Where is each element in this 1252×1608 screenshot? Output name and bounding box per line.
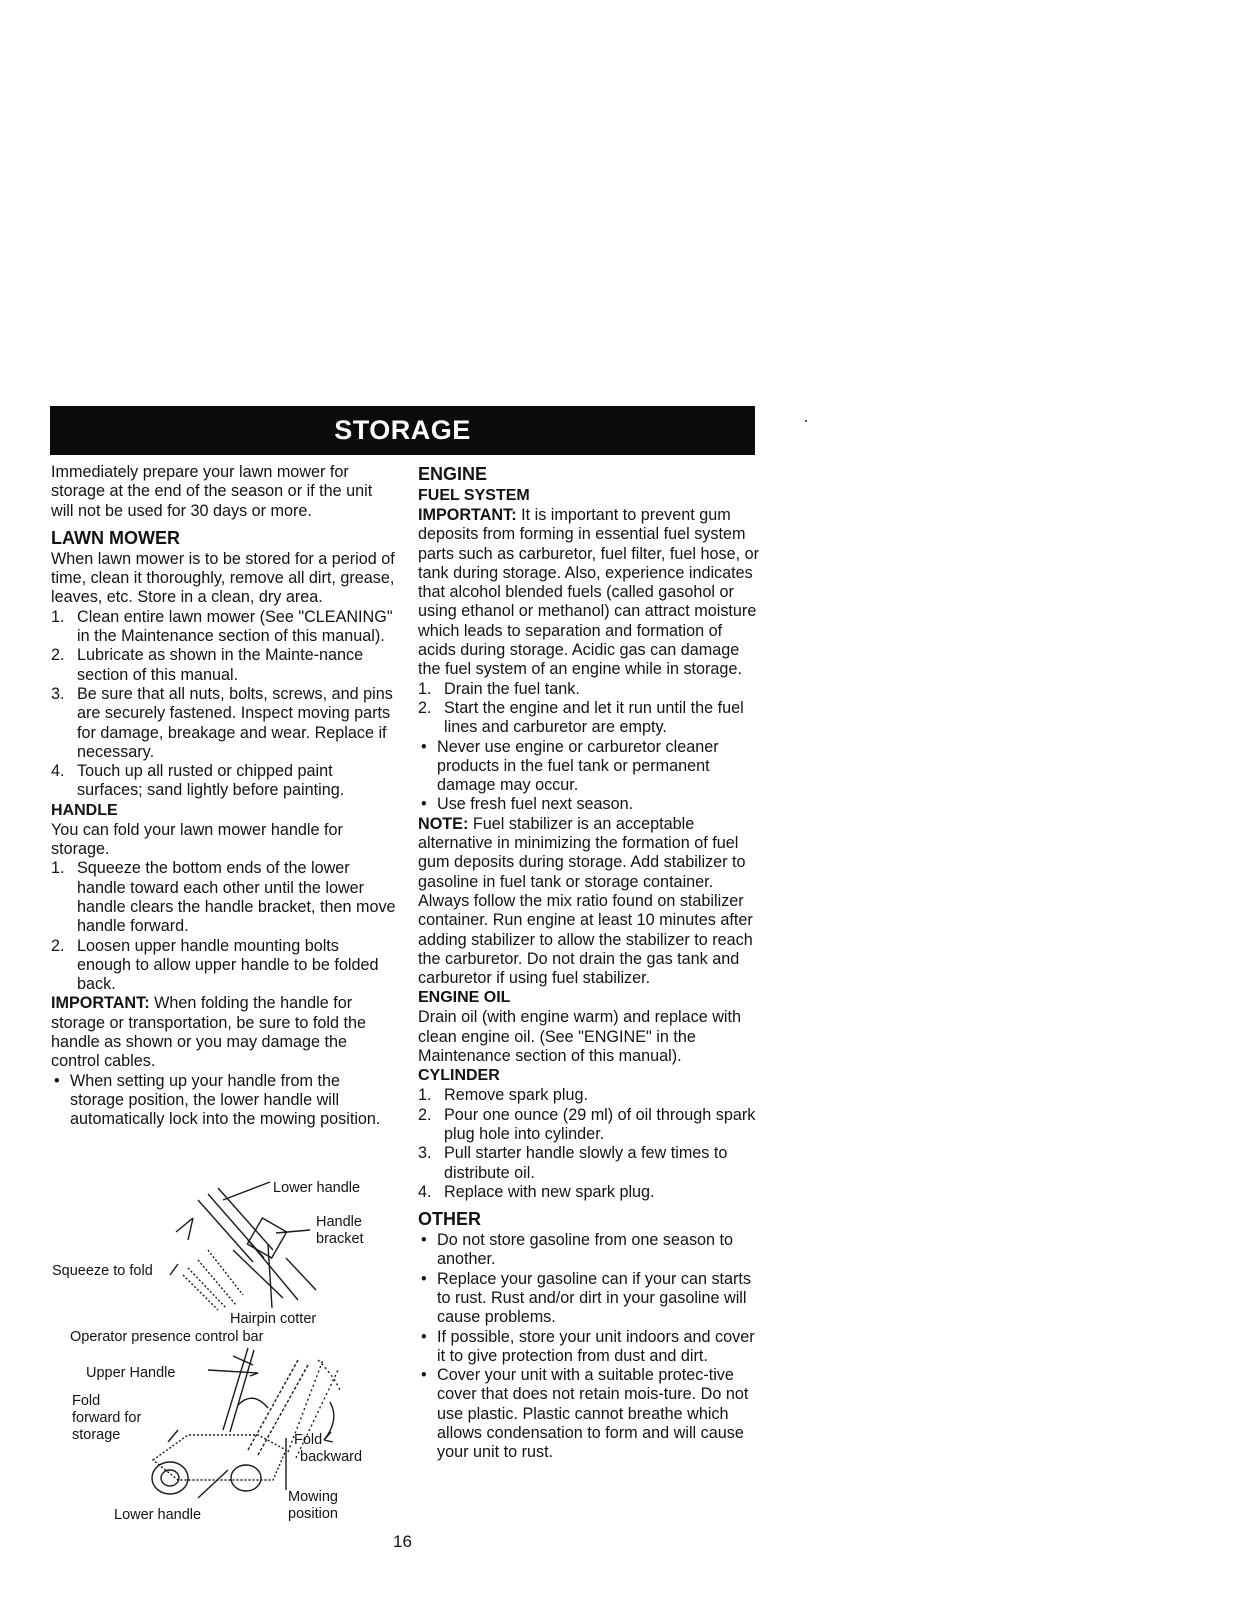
label-upper-handle: Upper Handle <box>86 1365 176 1381</box>
other-heading: OTHER <box>418 1209 481 1230</box>
list-item <box>51 1072 396 1130</box>
label-fold-forward-1: Fold <box>72 1393 101 1409</box>
list-item <box>418 1366 763 1462</box>
list-item <box>418 1144 763 1183</box>
cylinder-steps <box>418 1086 763 1202</box>
step-text: Start the engine and let it run until the fuel lines and carburetor are empty. <box>444 698 744 737</box>
step-number: 1. <box>51 859 65 878</box>
bullet-text: When setting up your handle from the storage position, the lower handle will automatically lock into the mowing position. <box>70 1071 381 1129</box>
fuel-steps <box>418 680 763 738</box>
engine-heading: ENGINE <box>418 464 488 484</box>
label-lower-handle-top: Lower handle <box>273 1180 361 1196</box>
list-item <box>418 1183 763 1202</box>
list-item <box>418 680 763 699</box>
lawn-mower-paragraph: When lawn mower is to be stored for a period of time, clean it thoroughly, remove all dirt, grease, leaves, etc. Store in a clean, dry area. <box>51 549 395 607</box>
fuel-note <box>418 815 763 989</box>
step-text: Lubricate as shown in the Mainte-nance section of this manual. <box>77 646 364 684</box>
list-item <box>51 646 396 685</box>
step-number: 2. <box>51 936 65 955</box>
step-number: 3. <box>51 684 65 703</box>
step-text: Remove spark plug. <box>444 1086 588 1105</box>
label-fold-forward-3: storage <box>72 1427 121 1443</box>
bullet-mark: • <box>421 1327 427 1346</box>
step-text: Touch up all rusted or chipped paint surfaces; sand lightly before painting. <box>77 762 345 800</box>
label-squeeze-to-fold: Squeeze to fold <box>52 1263 153 1279</box>
important-label: IMPORTANT: <box>51 994 150 1013</box>
list-item <box>418 1106 763 1145</box>
step-text: Replace with new spark plug. <box>444 1182 655 1201</box>
section-banner <box>50 406 755 455</box>
engine-oil-paragraph: Drain oil (with engine warm) and replace with clean engine oil. (See "ENGINE" in the Maintenance section of this manual). <box>418 1008 741 1066</box>
page-title: STORAGE <box>334 415 471 445</box>
label-handle-bracket-2: bracket <box>316 1231 364 1247</box>
label-handle-bracket-1: Handle <box>316 1214 362 1230</box>
step-number: 1. <box>418 679 432 698</box>
handle-heading: HANDLE <box>51 801 118 819</box>
label-hairpin-cotter: Hairpin cotter <box>230 1311 317 1327</box>
label-mowing-2: position <box>288 1506 338 1522</box>
bullet-mark: • <box>421 1269 427 1288</box>
important-label: IMPORTANT: <box>418 506 517 524</box>
list-item <box>418 795 763 814</box>
left-column <box>51 463 396 1130</box>
list-item <box>418 1231 763 1270</box>
note-label: NOTE: <box>418 814 469 833</box>
cylinder-heading: CYLINDER <box>418 1067 500 1085</box>
handle-important <box>51 994 396 1071</box>
important-text: When folding the handle for storage or transportation, be sure to fold the handle as shown or you may damage the control cables. <box>51 994 366 1071</box>
step-text: Loosen upper handle mounting bolts enough to allow upper handle to be folded back. <box>77 936 379 994</box>
step-number: 2. <box>418 698 432 717</box>
list-item <box>51 685 396 762</box>
step-text: Clean entire lawn mower (See "CLEANING" in the Maintenance section of this manual). <box>77 607 393 646</box>
step-number: 3. <box>418 1144 432 1163</box>
page-number: 16 <box>393 1532 412 1551</box>
fuel-bullets <box>418 738 763 815</box>
label-lower-handle-bottom: Lower handle <box>114 1507 202 1523</box>
handle-steps <box>51 859 396 994</box>
step-number: 4. <box>51 762 65 781</box>
step-number: 1. <box>418 1086 432 1105</box>
important-text: It is important to prevent gum deposits from forming in essential fuel system parts such as carburetor, fuel filter, fuel hose, or tank during storage. Also, experience indicates that alcohol blended fuels (called gasohol or using ethanol or methanol) can attract moisture which leads to separation and formation of acids during storage. Acidic gas can damage the fuel system of an engine while in storage. <box>418 506 760 679</box>
bullet-text: If possible, store your unit indoors and cover it to give protection from dust and dirt. <box>437 1327 755 1365</box>
step-number: 2. <box>418 1105 432 1124</box>
bullet-mark: • <box>421 795 427 814</box>
step-text: Squeeze the bottom ends of the lower handle toward each other until the lower handle clears the handle bracket, then move handle forward. <box>77 859 396 936</box>
bullet-text: Cover your unit with a suitable protec-tive cover that does not retain mois-ture. Do not use plastic. Plastic cannot breathe which allows condensation to form and will cause your unit to rust. <box>437 1366 749 1462</box>
other-bullets <box>418 1231 763 1463</box>
step-text: Drain the fuel tank. <box>444 679 580 698</box>
bullet-text: Use fresh fuel next season. <box>437 795 634 814</box>
step-text: Pour one ounce (29 ml) of oil through spark plug hole into cylinder. <box>444 1105 756 1143</box>
step-number: 4. <box>418 1182 432 1201</box>
bullet-mark: • <box>421 737 427 756</box>
step-text: Pull starter handle slowly a few times to distribute oil. <box>444 1144 728 1182</box>
handle-fold-illustration <box>48 1180 398 1540</box>
label-operator-bar: Operator presence control bar <box>70 1329 264 1345</box>
bullet-text: Replace your gasoline can if your can starts to rust. Rust and/or dirt in your gasoline will cause problems. <box>437 1269 752 1327</box>
bullet-mark: • <box>54 1071 60 1090</box>
step-number: 1. <box>51 607 65 626</box>
handle-paragraph: You can fold your lawn mower handle for storage. <box>51 820 343 859</box>
list-item <box>418 1328 763 1367</box>
bullet-mark: • <box>421 1231 427 1250</box>
list-item <box>51 608 396 647</box>
label-fold-forward-2: forward for <box>72 1410 142 1426</box>
lawn-mower-heading: LAWN MOWER <box>51 527 180 548</box>
engine-oil-heading: ENGINE OIL <box>418 989 511 1007</box>
handle-bullets <box>51 1072 396 1130</box>
bullet-text: Do not store gasoline from one season to another. <box>437 1231 734 1269</box>
bullet-mark: • <box>421 1366 427 1385</box>
list-item <box>418 738 763 796</box>
list-item <box>418 1270 763 1328</box>
list-item <box>51 762 396 801</box>
lawn-mower-steps <box>51 608 396 801</box>
scan-speck <box>805 420 807 422</box>
list-item <box>51 859 396 936</box>
list-item <box>51 937 396 995</box>
fuel-important <box>418 506 763 680</box>
step-number: 2. <box>51 646 65 665</box>
label-fold-backward-2: backward <box>300 1449 363 1465</box>
step-text: Be sure that all nuts, bolts, screws, and pins are securely fastened. Inspect moving parts for damage, breakage and wear. Replace if necessary. <box>77 684 393 761</box>
right-column <box>418 463 763 1463</box>
label-fold-backward-1: Fold <box>294 1432 323 1448</box>
list-item <box>418 1086 763 1105</box>
label-mowing-1: Mowing <box>288 1489 338 1505</box>
note-text: Fuel stabilizer is an acceptable alternative in minimizing the formation of fuel gum deposits during storage. Add stabilizer to gasoline in fuel tank or storage container. Always follow the mix ratio found on stabilizer container. Run engine at least 10 minutes after adding stabilizer to allow the stabilizer to reach the carburetor. Do not drain the gas tank and carburetor if using fuel stabilizer. <box>418 814 753 988</box>
intro-paragraph: Immediately prepare your lawn mower for storage at the end of the season or if the unit will not be used for 30 days or more. <box>51 463 373 520</box>
fuel-system-heading: FUEL SYSTEM <box>418 487 530 504</box>
bullet-text: Never use engine or carburetor cleaner products in the fuel tank or permanent damage may occur. <box>437 737 719 795</box>
list-item <box>418 699 763 738</box>
